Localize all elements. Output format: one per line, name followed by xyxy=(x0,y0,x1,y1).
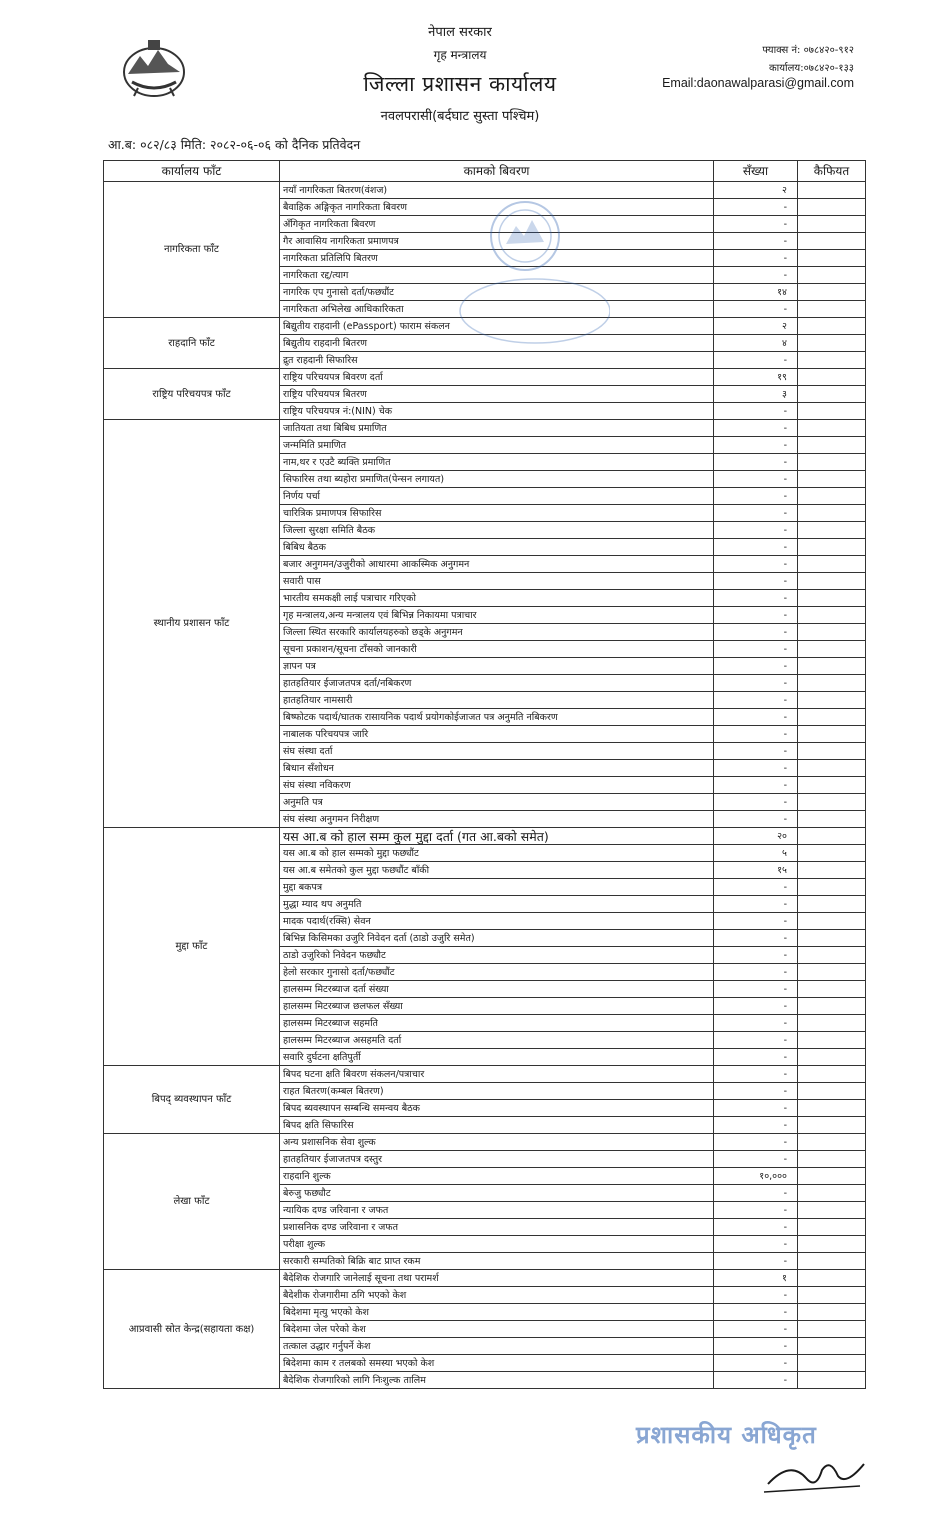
row-remarks xyxy=(798,1185,866,1202)
row-description: गृह मन्त्रालय,अन्य मन्त्रालय एवं बिभिन्न निकायमा पत्राचार xyxy=(280,607,714,624)
row-count: - xyxy=(714,794,798,811)
row-remarks xyxy=(798,386,866,403)
report-title: आ.ब: ०८२/८३ मिति: २०८२-०६-०६ को दैनिक प्रतिवेदन xyxy=(108,137,361,152)
row-count: - xyxy=(714,1066,798,1083)
row-remarks xyxy=(798,403,866,420)
row-description: बिपद ब्यवस्थापन सम्बन्धि समन्वय बैठक xyxy=(280,1100,714,1117)
table-row xyxy=(104,318,866,335)
row-description: सरकारी सम्पतिको बिक्रि बाट प्राप्त रकम xyxy=(280,1253,714,1270)
row-description: प्रशासनिक दण्ड जरिवाना र जफत xyxy=(280,1219,714,1236)
row-remarks xyxy=(798,1236,866,1253)
row-remarks xyxy=(798,947,866,964)
row-description: राष्ट्रिय परिचयपत्र बितरण xyxy=(280,386,714,403)
row-count: - xyxy=(714,913,798,930)
row-remarks xyxy=(798,641,866,658)
row-remarks xyxy=(798,1372,866,1389)
row-description: बैदेशिक रोजगारि जानेलाई सूचना तथा परामर्श xyxy=(280,1270,714,1287)
row-description: मादक पदार्थ(रक्सि) सेवन xyxy=(280,913,714,930)
row-description: चारित्रिक प्रमाणपत्र सिफारिस xyxy=(280,505,714,522)
row-description: मुद्दा बकपत्र xyxy=(280,879,714,896)
row-count: - xyxy=(714,250,798,267)
section-name: स्थानीय प्रशासन फाँट xyxy=(104,420,280,828)
row-remarks xyxy=(798,811,866,828)
row-description: संघ संस्था अनुगमन निरीक्षण xyxy=(280,811,714,828)
row-remarks xyxy=(798,794,866,811)
row-remarks xyxy=(798,369,866,386)
row-remarks xyxy=(798,777,866,794)
row-description: बिपद घटना क्षति बिवरण संकलन/पत्राचार xyxy=(280,1066,714,1083)
row-remarks xyxy=(798,471,866,488)
row-description: हालसम्म मिटरब्याज छलफल सँख्या xyxy=(280,998,714,1015)
row-count: - xyxy=(714,879,798,896)
row-remarks xyxy=(798,199,866,216)
row-count: - xyxy=(714,1321,798,1338)
row-count: - xyxy=(714,1151,798,1168)
row-remarks xyxy=(798,573,866,590)
row-description: अन्य प्रशासनिक सेवा शुल्क xyxy=(280,1134,714,1151)
row-remarks xyxy=(798,1083,866,1100)
row-description: बिबिध बैठक xyxy=(280,539,714,556)
row-count: - xyxy=(714,1134,798,1151)
row-remarks xyxy=(798,267,866,284)
row-remarks xyxy=(798,1270,866,1287)
row-description: निर्णय पर्चा xyxy=(280,488,714,505)
row-description: सवारि दुर्घटना क्षतिपुर्ती xyxy=(280,1049,714,1066)
row-description: बिधान सँशोधन xyxy=(280,760,714,777)
row-remarks xyxy=(798,1015,866,1032)
row-count: - xyxy=(714,1372,798,1389)
row-remarks xyxy=(798,182,866,199)
row-description: संघ संस्था नविकरण xyxy=(280,777,714,794)
fax-number: फ्याक्स नं: ०७८४२०-९१२ xyxy=(762,45,854,56)
row-remarks xyxy=(798,352,866,369)
row-count: - xyxy=(714,658,798,675)
row-remarks xyxy=(798,981,866,998)
row-count: - xyxy=(714,964,798,981)
row-description: नागरिकता प्रतिलिपि बितरण xyxy=(280,250,714,267)
row-count: - xyxy=(714,811,798,828)
row-count: - xyxy=(714,607,798,624)
row-description: राहदानि शुल्क xyxy=(280,1168,714,1185)
row-remarks xyxy=(798,454,866,471)
row-description: बिदेशमा मृत्यु भएको केश xyxy=(280,1304,714,1321)
row-description: बिद्युतीय राहदानी (ePassport) फाराम संकलन xyxy=(280,318,714,335)
row-remarks xyxy=(798,1219,866,1236)
row-remarks xyxy=(798,1355,866,1372)
office-phone: कार्यालय:०७८४२०-१३३ xyxy=(768,63,854,74)
section-name: नागरिकता फाँट xyxy=(104,182,280,318)
row-description: हातहतियार ईजाजतपत्र दर्ता/नबिकरण xyxy=(280,675,714,692)
row-count: - xyxy=(714,1338,798,1355)
row-count: - xyxy=(714,760,798,777)
daily-report-table xyxy=(103,160,866,1389)
row-count: - xyxy=(714,420,798,437)
signature-icon xyxy=(760,1450,870,1500)
row-description: बिद्युतीय राहदानी बितरण xyxy=(280,335,714,352)
row-remarks xyxy=(798,743,866,760)
row-description: बिष्फोटक पदार्थ/घातक रासायनिक पदार्थ प्रयोगकोईजाजत पत्र अनुमति नबिकरण xyxy=(280,709,714,726)
table-row xyxy=(104,420,866,437)
row-remarks xyxy=(798,930,866,947)
row-description: जिल्ला सुरक्षा समिति बैठक xyxy=(280,522,714,539)
row-description: यस आ.ब को हाल सम्म कुल मुद्दा दर्ता (गत आ.बको समेत) xyxy=(280,828,714,845)
row-count: - xyxy=(714,1287,798,1304)
row-count: - xyxy=(714,1185,798,1202)
row-description: जिल्ला स्थित सरकारि कार्यालयहरुको छड्के अनुगमन xyxy=(280,624,714,641)
row-description: भारतीय समकक्षी लाई पत्राचार गरिएको xyxy=(280,590,714,607)
row-count: - xyxy=(714,1117,798,1134)
row-remarks xyxy=(798,1253,866,1270)
row-count: १९ xyxy=(714,369,798,386)
row-description: हालसम्म मिटरब्याज सहमति xyxy=(280,1015,714,1032)
row-remarks xyxy=(798,658,866,675)
row-remarks xyxy=(798,284,866,301)
row-count: - xyxy=(714,1355,798,1372)
row-remarks xyxy=(798,913,866,930)
row-description: गैर आवासिय नागरिकता प्रमाणपत्र xyxy=(280,233,714,250)
row-description: जन्ममिति प्रमाणित xyxy=(280,437,714,454)
row-remarks xyxy=(798,862,866,879)
row-remarks xyxy=(798,726,866,743)
row-remarks xyxy=(798,1151,866,1168)
row-remarks xyxy=(798,590,866,607)
row-description: हातहतियार ईजाजतपत्र दस्तुर xyxy=(280,1151,714,1168)
row-description: सवारी पास xyxy=(280,573,714,590)
ministry-name: गृह मन्त्रालय xyxy=(433,48,487,62)
table-row xyxy=(104,828,866,845)
row-description: अँगिकृत नागरिकता बिवरण xyxy=(280,216,714,233)
section-name: राष्ट्रिय परिचयपत्र फाँट xyxy=(104,369,280,420)
table-row xyxy=(104,1270,866,1287)
row-count: - xyxy=(714,454,798,471)
row-description: नाबालक परिचयपत्र जारि xyxy=(280,726,714,743)
section-name: बिपद् ब्यवस्थापन फाँट xyxy=(104,1066,280,1134)
row-count: १०,००० xyxy=(714,1168,798,1185)
row-count: ३ xyxy=(714,386,798,403)
row-count: - xyxy=(714,573,798,590)
row-remarks xyxy=(798,420,866,437)
row-count: २ xyxy=(714,318,798,335)
table-header-row xyxy=(104,161,866,182)
row-count: - xyxy=(714,505,798,522)
nepal-emblem-icon xyxy=(118,38,190,100)
header-description: कामको बिवरण xyxy=(280,161,714,182)
row-count: - xyxy=(714,590,798,607)
row-remarks xyxy=(798,964,866,981)
header-count: सँख्या xyxy=(714,161,798,182)
row-count: - xyxy=(714,1236,798,1253)
row-remarks xyxy=(798,845,866,862)
section-name: राहदानि फाँट xyxy=(104,318,280,369)
row-count: - xyxy=(714,947,798,964)
row-count: - xyxy=(714,1015,798,1032)
row-count: - xyxy=(714,743,798,760)
table-row xyxy=(104,1066,866,1083)
row-description: राष्ट्रिय परिचयपत्र नं:(NIN) चेक xyxy=(280,403,714,420)
row-remarks xyxy=(798,1304,866,1321)
row-description: संघ संस्था दर्ता xyxy=(280,743,714,760)
row-count: - xyxy=(714,522,798,539)
row-description: परीक्षा शुल्क xyxy=(280,1236,714,1253)
email-address: Email:daonawalparasi@gmail.com xyxy=(662,76,854,90)
row-remarks xyxy=(798,709,866,726)
row-count: - xyxy=(714,301,798,318)
row-description: यस आ.ब समेतको कुल मुद्दा फछ्यौंट बाँकी xyxy=(280,862,714,879)
header-section: कार्यालय फाँट xyxy=(104,161,280,182)
row-remarks xyxy=(798,760,866,777)
row-description: बैवाहिक अङ्गिकृत नागरिकता बिवरण xyxy=(280,199,714,216)
row-description: द्रुत राहदानी सिफारिस xyxy=(280,352,714,369)
row-remarks xyxy=(798,522,866,539)
row-description: राहत बितरण(कम्बल बितरण) xyxy=(280,1083,714,1100)
row-remarks xyxy=(798,1100,866,1117)
row-remarks xyxy=(798,692,866,709)
row-count: - xyxy=(714,641,798,658)
row-count: - xyxy=(714,199,798,216)
row-description: बैदेशिक रोजगारिको लागि निःशुल्क तालिम xyxy=(280,1372,714,1389)
row-remarks xyxy=(798,1032,866,1049)
row-count: - xyxy=(714,471,798,488)
row-description: राष्ट्रिय परिचयपत्र बिवरण दर्ता xyxy=(280,369,714,386)
row-remarks xyxy=(798,250,866,267)
row-remarks xyxy=(798,1168,866,1185)
row-remarks xyxy=(798,335,866,352)
row-count: - xyxy=(714,675,798,692)
row-count: - xyxy=(714,1049,798,1066)
row-description: नयाँ नागरिकता बितरण(वंशज) xyxy=(280,182,714,199)
row-remarks xyxy=(798,301,866,318)
row-count: - xyxy=(714,1304,798,1321)
row-description: नाम,थर र एउटै ब्यक्ति प्रमाणित xyxy=(280,454,714,471)
office-name: जिल्ला प्रशासन कार्यालय xyxy=(363,72,557,96)
row-remarks xyxy=(798,624,866,641)
row-remarks xyxy=(798,488,866,505)
row-count: - xyxy=(714,981,798,998)
row-remarks xyxy=(798,505,866,522)
row-remarks xyxy=(798,1134,866,1151)
row-count: - xyxy=(714,1100,798,1117)
row-description: जातियता तथा बिबिध प्रमाणित xyxy=(280,420,714,437)
row-count: - xyxy=(714,267,798,284)
section-name: मुद्दा फाँट xyxy=(104,828,280,1066)
row-description: नागरिकता अभिलेख आधिकारिकता xyxy=(280,301,714,318)
row-remarks xyxy=(798,998,866,1015)
row-count: १५ xyxy=(714,862,798,879)
row-remarks xyxy=(798,675,866,692)
government-name: नेपाल सरकार xyxy=(428,25,492,40)
row-description: बैदेशीक रोजगारीमा ठगि भएको केश xyxy=(280,1287,714,1304)
row-count: - xyxy=(714,692,798,709)
row-description: बिपद क्षति सिफारिस xyxy=(280,1117,714,1134)
signature-stamp-text: प्रशासकीय अधिकृत xyxy=(636,1421,817,1449)
row-remarks xyxy=(798,1049,866,1066)
row-description: ठाडो उजुरिको निवेदन फछ्यौट xyxy=(280,947,714,964)
row-count: ५ xyxy=(714,845,798,862)
row-remarks xyxy=(798,879,866,896)
row-count: - xyxy=(714,624,798,641)
row-count: - xyxy=(714,930,798,947)
row-description: बेरुजु फछ्यौट xyxy=(280,1185,714,1202)
row-remarks xyxy=(798,1066,866,1083)
row-count: - xyxy=(714,777,798,794)
header-remarks: कैफियत xyxy=(798,161,866,182)
row-count: १ xyxy=(714,1270,798,1287)
row-count: २० xyxy=(714,828,798,845)
row-count: - xyxy=(714,556,798,573)
row-remarks xyxy=(798,1287,866,1304)
row-remarks xyxy=(798,1321,866,1338)
row-count: - xyxy=(714,709,798,726)
row-description: सूचना प्रकाशन/सूचना टाँसको जानकारी xyxy=(280,641,714,658)
row-remarks xyxy=(798,607,866,624)
row-remarks xyxy=(798,828,866,845)
row-description: बिभिन्न किसिमका उजुरि निवेदन दर्ता (ठाडो उजुरि समेत) xyxy=(280,930,714,947)
row-count: - xyxy=(714,1202,798,1219)
section-name: लेखा फाँट xyxy=(104,1134,280,1270)
row-description: हालसम्म मिटरब्याज दर्ता संख्या xyxy=(280,981,714,998)
row-count: - xyxy=(714,1032,798,1049)
table-row xyxy=(104,1134,866,1151)
row-count: २ xyxy=(714,182,798,199)
row-description: तत्काल उद्धार गर्नुपर्ने केश xyxy=(280,1338,714,1355)
row-description: बिदेशमा जेल परेको केश xyxy=(280,1321,714,1338)
row-count: - xyxy=(714,216,798,233)
row-count: - xyxy=(714,233,798,250)
row-count: - xyxy=(714,403,798,420)
row-description: सिफारिस तथा ब्यहोरा प्रमाणित(पेन्सन लगायत) xyxy=(280,471,714,488)
table-row xyxy=(104,182,866,199)
row-description: बजार अनुगमन/उजुरीको आधारमा आकस्मिक अनुगमन xyxy=(280,556,714,573)
row-description: हालसम्म मिटरब्याज असहमति दर्ता xyxy=(280,1032,714,1049)
row-count: ४ xyxy=(714,335,798,352)
row-count: - xyxy=(714,1253,798,1270)
row-description: नागरिक एप गुनासो दर्ता/फछ्यौंट xyxy=(280,284,714,301)
row-count: - xyxy=(714,896,798,913)
row-remarks xyxy=(798,896,866,913)
row-remarks xyxy=(798,233,866,250)
row-description: हातहतियार नामसारी xyxy=(280,692,714,709)
row-remarks xyxy=(798,318,866,335)
row-description: अनुमति पत्र xyxy=(280,794,714,811)
row-description: बिदेशमा काम र तलबको समस्या भएको केश xyxy=(280,1355,714,1372)
row-count: - xyxy=(714,352,798,369)
row-description: ज्ञापन पत्र xyxy=(280,658,714,675)
table-row xyxy=(104,369,866,386)
row-remarks xyxy=(798,1202,866,1219)
row-count: - xyxy=(714,1219,798,1236)
row-description: हेलो सरकार गुनासो दर्ता/फछ्यौंट xyxy=(280,964,714,981)
row-remarks xyxy=(798,1117,866,1134)
row-count: - xyxy=(714,1083,798,1100)
row-remarks xyxy=(798,556,866,573)
row-remarks xyxy=(798,539,866,556)
row-count: १४ xyxy=(714,284,798,301)
row-count: - xyxy=(714,998,798,1015)
section-name: आप्रवासी स्रोत केन्द्र(सहायता कक्ष) xyxy=(104,1270,280,1389)
district-name: नवलपरासी(बर्दघाट सुस्ता पश्चिम) xyxy=(380,109,540,124)
row-description: मुद्धा म्याद थप अनुमति xyxy=(280,896,714,913)
row-remarks xyxy=(798,216,866,233)
row-count: - xyxy=(714,539,798,556)
row-count: - xyxy=(714,488,798,505)
row-description: नागरिकता रद्द/त्याग xyxy=(280,267,714,284)
row-remarks xyxy=(798,437,866,454)
row-count: - xyxy=(714,437,798,454)
row-description: न्यायिक दण्ड जरिवाना र जफत xyxy=(280,1202,714,1219)
row-description: यस आ.ब को हाल सम्मको मुद्दा फछ्यौंट xyxy=(280,845,714,862)
row-count: - xyxy=(714,726,798,743)
row-remarks xyxy=(798,1338,866,1355)
